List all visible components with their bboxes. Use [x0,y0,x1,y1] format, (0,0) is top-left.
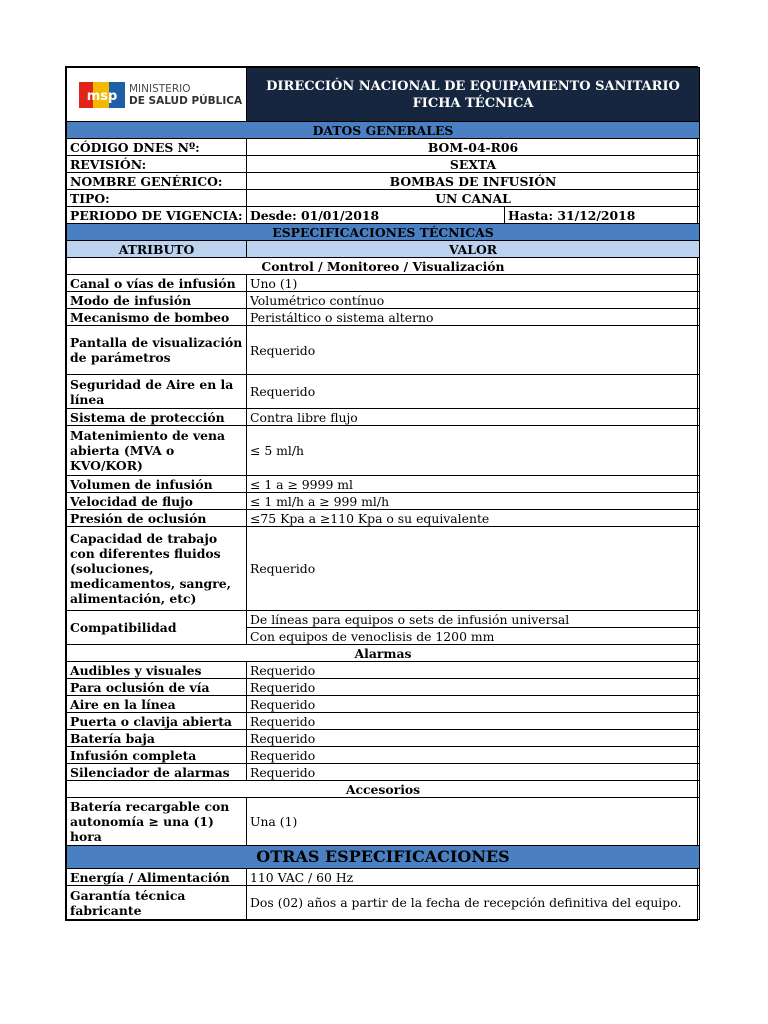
battery-label: Batería recargable con autonomía ≥ una (1) hora [67,798,247,846]
alarm-attr: Aire en la línea [67,696,247,713]
periodo-label: PERIODO DE VIGENCIA: [67,207,247,224]
value-cell: Contra libre flujo [247,409,700,426]
value-cell: ≤75 Kpa a ≥110 Kpa o su equivalente [247,510,700,527]
alarm-value: Requerido [247,679,700,696]
value-cell: ≤ 1 ml/h a ≥ 999 ml/h [247,493,700,510]
logo-cell [67,68,247,122]
msp-logo-icon [79,82,125,108]
compat-label: Compatibilidad [67,611,247,645]
section-specs: ESPECIFICACIONES TÉCNICAS [67,224,700,241]
alarm-attr: Para oclusión de vía [67,679,247,696]
compat-value-2: Con equipos de venoclisis de 1200 mm [247,628,700,645]
logo-mark: msp [86,88,118,104]
revision-label: REVISIÓN: [67,156,247,173]
value-cell: ≤ 5 ml/h [247,426,700,476]
logo-line1: MINISTERIO [129,82,191,95]
energia-label: Energía / Alimentación [67,869,247,886]
value-cell: ≤ 1 a ≥ 9999 ml [247,476,700,493]
attr-cell: Pantalla de visualización de parámetros [67,326,247,375]
attr-cell: Canal o vías de infusión [67,275,247,292]
alarm-value: Requerido [247,747,700,764]
ministry-logo [67,82,246,108]
header-subtitle: FICHA TÉCNICA [412,95,534,111]
attr-cell: Modo de infusión [67,292,247,309]
alarm-value: Requerido [247,713,700,730]
alarm-attr: Batería baja [67,730,247,747]
tipo-label: TIPO: [67,190,247,207]
col-header-value: VALOR [247,241,700,258]
alarm-attr: Silenciador de alarmas [67,764,247,781]
tipo-value: UN CANAL [247,190,700,207]
value-cell: Requerido [247,527,700,611]
value-cell: Volumétrico contínuo [247,292,700,309]
attr-cell: Volumen de infusión [67,476,247,493]
alarm-value: Requerido [247,696,700,713]
spec-table [66,67,700,920]
value-cell: Requerido [247,375,700,409]
garantia-label: Garantía técnica fabricante [67,886,247,920]
accessories-subheader: Accesorios [67,781,700,798]
alarm-attr: Puerta o clavija abierta [67,713,247,730]
technical-sheet [65,66,698,921]
attr-cell: Mecanismo de bombeo [67,309,247,326]
logo-text [129,83,242,107]
nombre-value: BOMBAS DE INFUSIÓN [247,173,700,190]
value-cell: Uno (1) [247,275,700,292]
logo-line2: DE SALUD PÚBLICA [129,94,243,107]
nombre-label: NOMBRE GENÉRICO: [67,173,247,190]
value-cell: Requerido [247,326,700,375]
alarm-attr: Infusión completa [67,747,247,764]
alarms-subheader: Alarmas [67,645,700,662]
control-subheader: Control / Monitoreo / Visualización [67,258,700,275]
revision-value: SEXTA [247,156,700,173]
value-cell: Peristáltico o sistema alterno [247,309,700,326]
garantia-value: Dos (02) años a partir de la fecha de recepción definitiva del equipo. [247,886,700,920]
battery-value: Una (1) [247,798,700,846]
header-title: DIRECCIÓN NACIONAL DE EQUIPAMIENTO SANITARIO [266,78,680,94]
compat-value-1: De líneas para equipos o sets de infusión universal [247,611,700,628]
alarm-value: Requerido [247,764,700,781]
attr-cell: Sistema de protección [67,409,247,426]
periodo-desde: Desde: 01/01/2018 [247,207,505,224]
alarm-attr: Audibles y visuales [67,662,247,679]
attr-cell: Capacidad de trabajo con diferentes fluidos (soluciones, medicamentos, sangre, alimentación, etc) [67,527,247,611]
col-header-attr: ATRIBUTO [67,241,247,258]
alarm-value: Requerido [247,662,700,679]
periodo-hasta: Hasta: 31/12/2018 [505,207,700,224]
codigo-label: CÓDIGO DNES Nº: [67,139,247,156]
energia-value: 110 VAC / 60 Hz [247,869,700,886]
document-header [247,68,700,122]
section-other: OTRAS ESPECIFICACIONES [67,846,700,869]
section-general: DATOS GENERALES [67,122,700,139]
attr-cell: Matenimiento de vena abierta (MVA o KVO/KOR) [67,426,247,476]
attr-cell: Seguridad de Aire en la línea [67,375,247,409]
codigo-value: BOM-04-R06 [247,139,700,156]
alarm-value: Requerido [247,730,700,747]
attr-cell: Presión de oclusión [67,510,247,527]
attr-cell: Velocidad de flujo [67,493,247,510]
